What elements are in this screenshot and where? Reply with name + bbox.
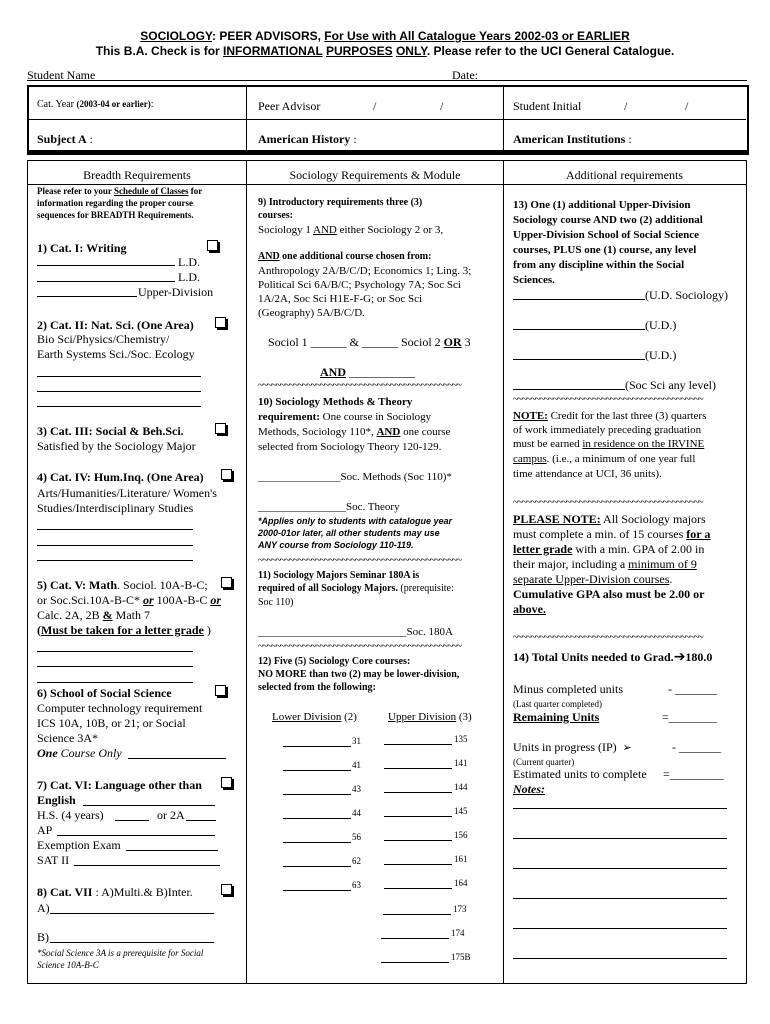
note-text: must be earned <box>513 438 583 450</box>
subtitle-purposes: PURPOSES <box>325 44 393 58</box>
s10-theory-desc: selected from Sociology Theory 120-129. <box>258 441 442 453</box>
upper-course-number: 175B <box>451 952 471 962</box>
cat8-label: 8) Cat. VII <box>37 885 93 899</box>
s11-prereq: (prerequisite: <box>397 583 454 594</box>
upper-course-line[interactable] <box>384 840 452 841</box>
schedule-of-classes: Schedule of Classes <box>113 186 189 196</box>
cat7-ap-line[interactable] <box>57 835 215 836</box>
s10-text: Methods, Sociology 110*, <box>258 426 377 438</box>
lower-division-label: Lower Division <box>272 711 342 723</box>
s10-note-3: ANY course from Sociology 110-119. <box>258 540 414 550</box>
cat7-sat: SAT II <box>37 853 70 867</box>
upper-course-line[interactable] <box>384 888 452 889</box>
please-note-text: their major, including a <box>513 557 629 571</box>
cat6-req: Computer technology requirement <box>37 701 203 715</box>
divider <box>28 119 746 120</box>
cat1-ud-line[interactable] <box>37 296 137 297</box>
please-note-courses: separate Upper-Division courses <box>513 572 670 586</box>
cat7-exemption-line[interactable] <box>126 850 218 851</box>
notes-line[interactable] <box>513 928 727 929</box>
upper-division-label: Upper Division <box>388 711 457 723</box>
notes-line[interactable] <box>513 898 727 899</box>
lower-course-line[interactable] <box>283 794 351 795</box>
ud-sociology-line[interactable] <box>513 299 645 300</box>
please-note <box>513 512 706 526</box>
cat3-checkbox[interactable] <box>215 423 226 434</box>
s9-or: OR <box>443 335 462 349</box>
student-name-label: Student Name <box>27 68 96 82</box>
note-campus: campus <box>513 453 547 465</box>
divider <box>246 86 247 150</box>
upper-course-number: 161 <box>454 854 468 864</box>
cat6-one-course <box>37 746 122 760</box>
cat5-options <box>37 593 221 607</box>
cat1-heading: 1) Cat. I: Writing <box>37 241 127 255</box>
please-note-text: . <box>669 572 673 586</box>
s9-text: Sociol 1 ______ & ______ Sociol 2 <box>268 335 444 349</box>
s11-text: required of all Sociology Majors. <box>258 583 398 594</box>
cat7-exemption: Exemption Exam <box>37 838 121 852</box>
cat2-line[interactable] <box>37 406 201 407</box>
upper-course-number: 141 <box>454 758 468 768</box>
please-note-text: with a min. GPA of 2.00 in <box>572 542 705 556</box>
please-note-3 <box>513 542 704 556</box>
additional-header: Additional requirements <box>566 168 683 182</box>
cat2-areas-2: Earth Systems Sci./Soc. Ecology <box>37 347 195 361</box>
divider <box>503 160 504 983</box>
cat7-2a-line[interactable] <box>186 820 216 821</box>
student-initial-slash: / <box>685 99 689 113</box>
remaining-units-label: Remaining Units <box>513 710 600 724</box>
lower-course-number: 41 <box>352 760 361 770</box>
s11-field[interactable]: ___________________________Soc. 180A <box>258 626 453 638</box>
note-text: Credit for the last three (3) quarters <box>547 410 707 422</box>
subject-a-colon: : <box>86 132 94 146</box>
cat8-a: A) <box>37 901 50 915</box>
cat7-or-2a: or 2A <box>157 808 185 822</box>
cat8-text: : A)Multi.& B)Inter. <box>92 885 193 899</box>
cat5-line[interactable] <box>37 666 193 667</box>
form-subtitle <box>0 44 770 58</box>
estimated-units-label: Estimated units to complete <box>513 767 647 781</box>
cat1-ld1-line[interactable] <box>37 265 175 266</box>
s11-req <box>258 582 454 596</box>
sociology-header: Sociology Requirements & Module <box>289 168 461 182</box>
s10-label: requirement: <box>258 411 320 423</box>
residence-note-4 <box>513 452 695 466</box>
lower-course-line[interactable] <box>283 866 351 867</box>
cat4-areas-2: Studies/Interdisciplinary Studies <box>37 501 194 515</box>
notes-line[interactable] <box>513 868 727 869</box>
cat5-calc <box>37 608 150 622</box>
residence-note-3 <box>513 437 704 451</box>
cat-year-colon: : <box>150 99 154 110</box>
cat5-line[interactable] <box>37 682 193 683</box>
cat5-and: & <box>102 608 113 622</box>
lower-course-number: 63 <box>352 880 361 890</box>
s9-anth: Anthropology 2A/B/C/D; Economics 1; Ling. 3; <box>258 265 472 277</box>
breadth-intro <box>37 186 202 197</box>
s14-label: 14) Total Units needed to Grad. <box>513 650 674 664</box>
s9-socsci: 1A/2A, Soc Sci H1E-F-G; or Soc Sci <box>258 293 423 305</box>
student-initial-label: Student Initial <box>513 99 582 113</box>
s9-line: ___________ <box>349 365 415 379</box>
lower-course-number: 31 <box>352 736 361 746</box>
cat5-math: Math <box>89 578 118 592</box>
s14-heading <box>513 650 712 664</box>
title-sociology: SOCIOLOGY <box>140 29 213 43</box>
cat5-text: Calc. 2A, 2B <box>37 608 103 622</box>
cat5-text: ( <box>37 623 41 637</box>
cat3-note: Satisfied by the Sociology Major <box>37 439 196 453</box>
cat7-english-line[interactable] <box>83 805 215 806</box>
please-note-for-a: for a <box>686 527 711 541</box>
cat5-text: 100A-B-C <box>153 593 211 607</box>
s10-theory-field[interactable]: ________________Soc. Theory <box>258 501 400 513</box>
lower-course-line[interactable] <box>283 818 351 819</box>
ud-label-1: (U.D.) <box>645 318 677 332</box>
estimated-units-field[interactable]: =_________ <box>663 767 724 781</box>
s9-and: AND <box>258 251 280 262</box>
upper-course-number: 145 <box>454 806 468 816</box>
please-note-2 <box>513 527 710 541</box>
cat2-areas: Bio Sci/Physics/Chemistry/ <box>37 332 170 346</box>
residence-note <box>513 409 706 423</box>
please-note-letter-grade: letter grade <box>513 542 573 556</box>
lower-course-line[interactable] <box>283 842 351 843</box>
ud-line-2[interactable] <box>513 359 645 360</box>
upper-course-line[interactable] <box>384 864 452 865</box>
cat5-text: . Sociol. 10A-B-C; <box>117 578 208 592</box>
please-note-above: above. <box>513 602 546 616</box>
divider-tilde: ~~~~~~~~~~~~~~~~~~~~~~~~~~~~~~~~~~~~~~~~~~~~~~ <box>258 380 461 391</box>
cat6-line[interactable] <box>128 758 226 759</box>
socsci-label: (Soc Sci any level) <box>625 378 716 392</box>
lower-course-line[interactable] <box>283 770 351 771</box>
cat1-ud: Upper-Division <box>138 285 214 299</box>
upper-course-line[interactable] <box>381 962 449 963</box>
note-label: NOTE: <box>513 410 548 422</box>
cat6-heading: 6) School of Social Science <box>37 686 172 700</box>
s9-text: 3 <box>461 335 471 349</box>
please-note-4 <box>513 557 697 571</box>
minus-completed-field[interactable]: - _______ <box>668 682 717 696</box>
form-title <box>0 29 770 43</box>
last-quarter-note: (Last quarter completed) <box>513 699 602 709</box>
subtitle-part: . Please refer to the UCI General Catalogue. <box>426 44 675 58</box>
cat5-line[interactable] <box>37 651 193 652</box>
divider <box>503 86 504 150</box>
subtitle-informational: INFORMATIONAL <box>223 44 323 58</box>
s10-and: AND <box>376 426 401 438</box>
upper-course-number: 164 <box>454 878 468 888</box>
units-in-progress-label <box>513 740 632 755</box>
cat5-or: or <box>143 593 154 607</box>
lower-course-number: 56 <box>352 832 361 842</box>
notes-label: Notes: <box>513 782 545 796</box>
s10-text: one course <box>400 426 451 438</box>
divider-tilde: ~~~~~~~~~~~~~~~~~~~~~~~~~~~~~~~~~~~~~~~~~~~ <box>513 632 703 643</box>
lower-division-count: (2) <box>341 711 357 723</box>
cat6-ics: ICS 10A, 10B, or 21; or Social <box>37 716 186 730</box>
breadth-header: Breadth Requirements <box>83 168 191 182</box>
cat4-line[interactable] <box>37 529 193 530</box>
upper-division-header <box>388 710 472 724</box>
breadth-intro-2: information regarding the proper course <box>37 198 193 208</box>
upper-course-line[interactable] <box>384 816 452 817</box>
subject-a-field[interactable] <box>37 132 93 147</box>
peer-advisor-slash: / <box>373 99 377 113</box>
cat2-line[interactable] <box>37 391 201 392</box>
cat4-checkbox[interactable] <box>221 469 232 480</box>
please-note-5 <box>513 572 672 586</box>
upper-course-number: 135 <box>454 734 468 744</box>
cat7-sat-line[interactable] <box>74 865 220 866</box>
peer-advisor-label: Peer Advisor <box>258 99 321 113</box>
footnote-2: Science 10A-B-C <box>37 960 99 970</box>
s10-note-2: 2000-01or later, all other students may use <box>258 528 440 538</box>
please-note-text: must complete a min. of 15 courses <box>513 527 687 541</box>
s12-heading: 12) Five (5) Sociology Core courses: <box>258 656 411 667</box>
s9-text: either Sociology 2 or 3, <box>336 224 444 236</box>
please-note-text: All Sociology majors <box>600 512 706 526</box>
s10-heading: 10) Sociology Methods & Theory <box>258 396 413 408</box>
notes-line[interactable] <box>513 958 727 959</box>
lower-course-line[interactable] <box>283 746 351 747</box>
cat1-ld1: L.D. <box>178 255 200 269</box>
subtitle-part: This B.A. Check is for <box>95 44 224 58</box>
cat5-text: Math 7 <box>112 608 151 622</box>
s10-note: *Applies only to students with catalogue year <box>258 516 453 526</box>
s9-text: Sociology 1 <box>258 224 314 236</box>
divider <box>28 184 746 185</box>
upper-division-count: (3) <box>456 711 472 723</box>
cat4-heading: 4) Cat. IV: Hum.Inq. (One Area) <box>37 470 204 484</box>
s11-soc110: Soc 110) <box>258 597 294 608</box>
ud-sociology-label: (U.D. Sociology) <box>645 288 728 302</box>
cat1-ld2-line[interactable] <box>37 281 175 282</box>
cat-year-note: (2003-04 or earlier) <box>76 99 151 109</box>
units-in-progress-field[interactable]: - _______ <box>672 740 721 754</box>
peer-advisor-slash: / <box>440 99 444 113</box>
lower-course-number: 44 <box>352 808 361 818</box>
socsci-line[interactable] <box>513 389 625 390</box>
arrowhead-icon: ➢ <box>622 741 632 754</box>
ud-line-1[interactable] <box>513 329 645 330</box>
arrow-right-icon: ➔ <box>673 649 686 665</box>
cat7-hs-line[interactable] <box>115 820 149 821</box>
upper-course-line[interactable] <box>381 938 449 939</box>
divider-tilde: ~~~~~~~~~~~~~~~~~~~~~~~~~~~~~~~~~~~~~~~~~~~~~~ <box>258 555 461 566</box>
cat5-heading <box>37 578 208 592</box>
upper-course-line[interactable] <box>384 768 452 769</box>
s9-and: AND <box>313 224 337 236</box>
s12-selected: selected from the following: <box>258 682 376 693</box>
footnote: *Social Science 3A is a prerequisite for Social <box>37 948 204 958</box>
lower-course-number: 43 <box>352 784 361 794</box>
intro-text: for <box>188 186 203 196</box>
please-note-gpa: Cumulative GPA also must be 2.00 or <box>513 587 705 601</box>
title-part: : PEER ADVISORS, <box>212 29 325 43</box>
upper-course-number: 174 <box>451 928 465 938</box>
please-note-label: PLEASE NOTE: <box>513 512 601 526</box>
american-history-colon: : <box>350 132 357 146</box>
cat1-checkbox[interactable] <box>207 240 218 251</box>
s12-limit: NO MORE than two (2) may be lower-division, <box>258 669 460 680</box>
cat5-letter-grade-note: Must be taken for a letter grade <box>41 623 204 637</box>
upper-course-line[interactable] <box>384 792 452 793</box>
breadth-intro-3: sequences for BREADTH Requirements. <box>37 210 194 220</box>
current-quarter-note: (Current quarter) <box>513 757 575 767</box>
cat3-heading: 3) Cat. III: Social & Beh.Sci. <box>37 424 184 438</box>
american-institutions-colon: : <box>625 132 632 146</box>
cat8-b: B) <box>37 930 49 944</box>
s9-and: AND <box>320 365 346 379</box>
s9-courses: courses: <box>258 210 293 221</box>
cat5-text: ) <box>203 623 211 637</box>
separator-bar <box>27 150 749 155</box>
s14-total: 180.0 <box>685 650 713 664</box>
upper-course-number: 144 <box>454 782 468 792</box>
cat8-a-line[interactable] <box>50 913 214 914</box>
cat7-heading: 7) Cat. VI: Language other than <box>37 778 202 792</box>
please-note-minimum: minimum of 9 <box>628 557 697 571</box>
american-institutions-field[interactable] <box>513 132 632 147</box>
american-institutions-label: American Institutions <box>513 132 626 146</box>
cat5-checkbox[interactable] <box>221 577 232 588</box>
s13-line4: courses, PLUS one (1) course, any level <box>513 244 697 256</box>
s9-polsci: Political Sci 6A/B/C; Psychology 7A; Soc Sci <box>258 279 461 291</box>
cat5-or: or <box>210 593 222 607</box>
notes-line[interactable] <box>513 838 727 839</box>
s9-heading: 9) Introductory requirements three (3) <box>258 197 423 208</box>
cat7-ap: AP <box>37 823 53 837</box>
lower-course-number: 62 <box>352 856 361 866</box>
s11-heading: 11) Sociology Majors Seminar 180A is <box>258 570 420 581</box>
minus-completed-label: Minus completed units <box>513 682 623 696</box>
cat2-line[interactable] <box>37 376 201 377</box>
in-progress-text: Units in progress (IP) <box>513 740 617 754</box>
cat7-checkbox[interactable] <box>221 777 232 788</box>
divider-tilde: ~~~~~~~~~~~~~~~~~~~~~~~~~~~~~~~~~~~~~~~~~~~~~~ <box>258 641 461 652</box>
remaining-units-field[interactable]: =________ <box>662 710 717 724</box>
intro-text: Please refer to your <box>37 186 114 196</box>
s9-geo: (Geography) 5A/B/C/D. <box>258 307 365 319</box>
cat5-label: 5) Cat. V: <box>37 578 90 592</box>
student-name-field[interactable] <box>27 80 747 81</box>
cat4-line[interactable] <box>37 560 193 561</box>
notes-line[interactable] <box>513 808 727 809</box>
note-residence: in residence on the IRVINE <box>582 438 705 450</box>
s10-text: One course in Sociology <box>319 411 432 423</box>
subtitle-only: ONLY <box>395 44 427 58</box>
cat6-one: One <box>37 746 58 760</box>
cat5-letter-grade <box>37 623 211 637</box>
s13-line6: Sciences. <box>513 274 555 286</box>
s9-sociol-fields[interactable] <box>268 335 471 349</box>
divider-tilde: ~~~~~~~~~~~~~~~~~~~~~~~~~~~~~~~~~~~~~~~~~~~ <box>513 394 703 405</box>
s13-line2: Sociology course AND two (2) additional <box>513 214 703 226</box>
s13-line5: from any discipline within the Social <box>513 259 685 271</box>
cat6-ss3a: Science 3A* <box>37 731 98 745</box>
s10-req <box>258 410 431 424</box>
s10-methods-desc <box>258 425 450 439</box>
cat4-areas: Arts/Humanities/Literature/ Women's <box>37 486 217 500</box>
lower-course-line[interactable] <box>283 890 351 891</box>
s9-text: one additional course chosen from: <box>279 251 432 262</box>
upper-course-line[interactable] <box>383 914 451 915</box>
ud-label-2: (U.D.) <box>645 348 677 362</box>
divider-tilde: ~~~~~~~~~~~~~~~~~~~~~~~~~~~~~~~~~~~~~~~~~~~ <box>513 497 703 508</box>
cat2-heading: 2) Cat. II: Nat. Sci. (One Area) <box>37 318 194 332</box>
residence-note-5: time attendance at UCI, 36 units). <box>513 468 662 480</box>
note-text: . (i.e., a minimum of one year full <box>546 453 696 465</box>
upper-course-number: 156 <box>454 830 468 840</box>
s13-line3: Upper-Division School of Social Science <box>513 229 699 241</box>
residence-note-2: of work immediately preceding graduation <box>513 424 702 436</box>
cat8-checkbox[interactable] <box>221 884 232 895</box>
lower-division-header <box>272 710 357 724</box>
cat-year-label: Cat. Year <box>37 99 77 110</box>
cat5-text: or Soc.Sci.10A-B-C* <box>37 593 143 607</box>
date-label: Date: <box>452 68 478 82</box>
student-initial-slash: / <box>624 99 628 113</box>
s9-additional <box>258 250 431 264</box>
cat6-course-only: Course Only <box>57 746 122 760</box>
upper-course-line[interactable] <box>384 744 452 745</box>
cat4-line[interactable] <box>37 545 193 546</box>
s9-soc1 <box>258 223 443 237</box>
subject-a-label: Subject A <box>37 132 87 146</box>
s10-methods-field[interactable]: _______________Soc. Methods (Soc 110)* <box>258 471 452 483</box>
upper-course-number: 173 <box>453 904 467 914</box>
s13-heading: 13) One (1) additional Upper-Division <box>513 199 691 211</box>
cat7-hs: H.S. (4 years) <box>37 808 104 822</box>
cat8-b-line[interactable] <box>50 942 214 943</box>
cat-year-field[interactable] <box>37 99 154 110</box>
title-catalogue-years: For Use with All Catalogue Years 2002-03 or EARLIER <box>324 29 630 43</box>
cat1-ld2: L.D. <box>178 270 200 284</box>
s9-and-field[interactable] <box>320 365 415 379</box>
divider <box>246 160 247 983</box>
cat2-checkbox[interactable] <box>215 317 226 328</box>
cat8-heading <box>37 885 193 899</box>
american-history-label: American History <box>258 132 351 146</box>
cat7-english: English <box>37 793 76 807</box>
cat6-checkbox[interactable] <box>215 685 226 696</box>
american-history-field[interactable] <box>258 132 357 147</box>
